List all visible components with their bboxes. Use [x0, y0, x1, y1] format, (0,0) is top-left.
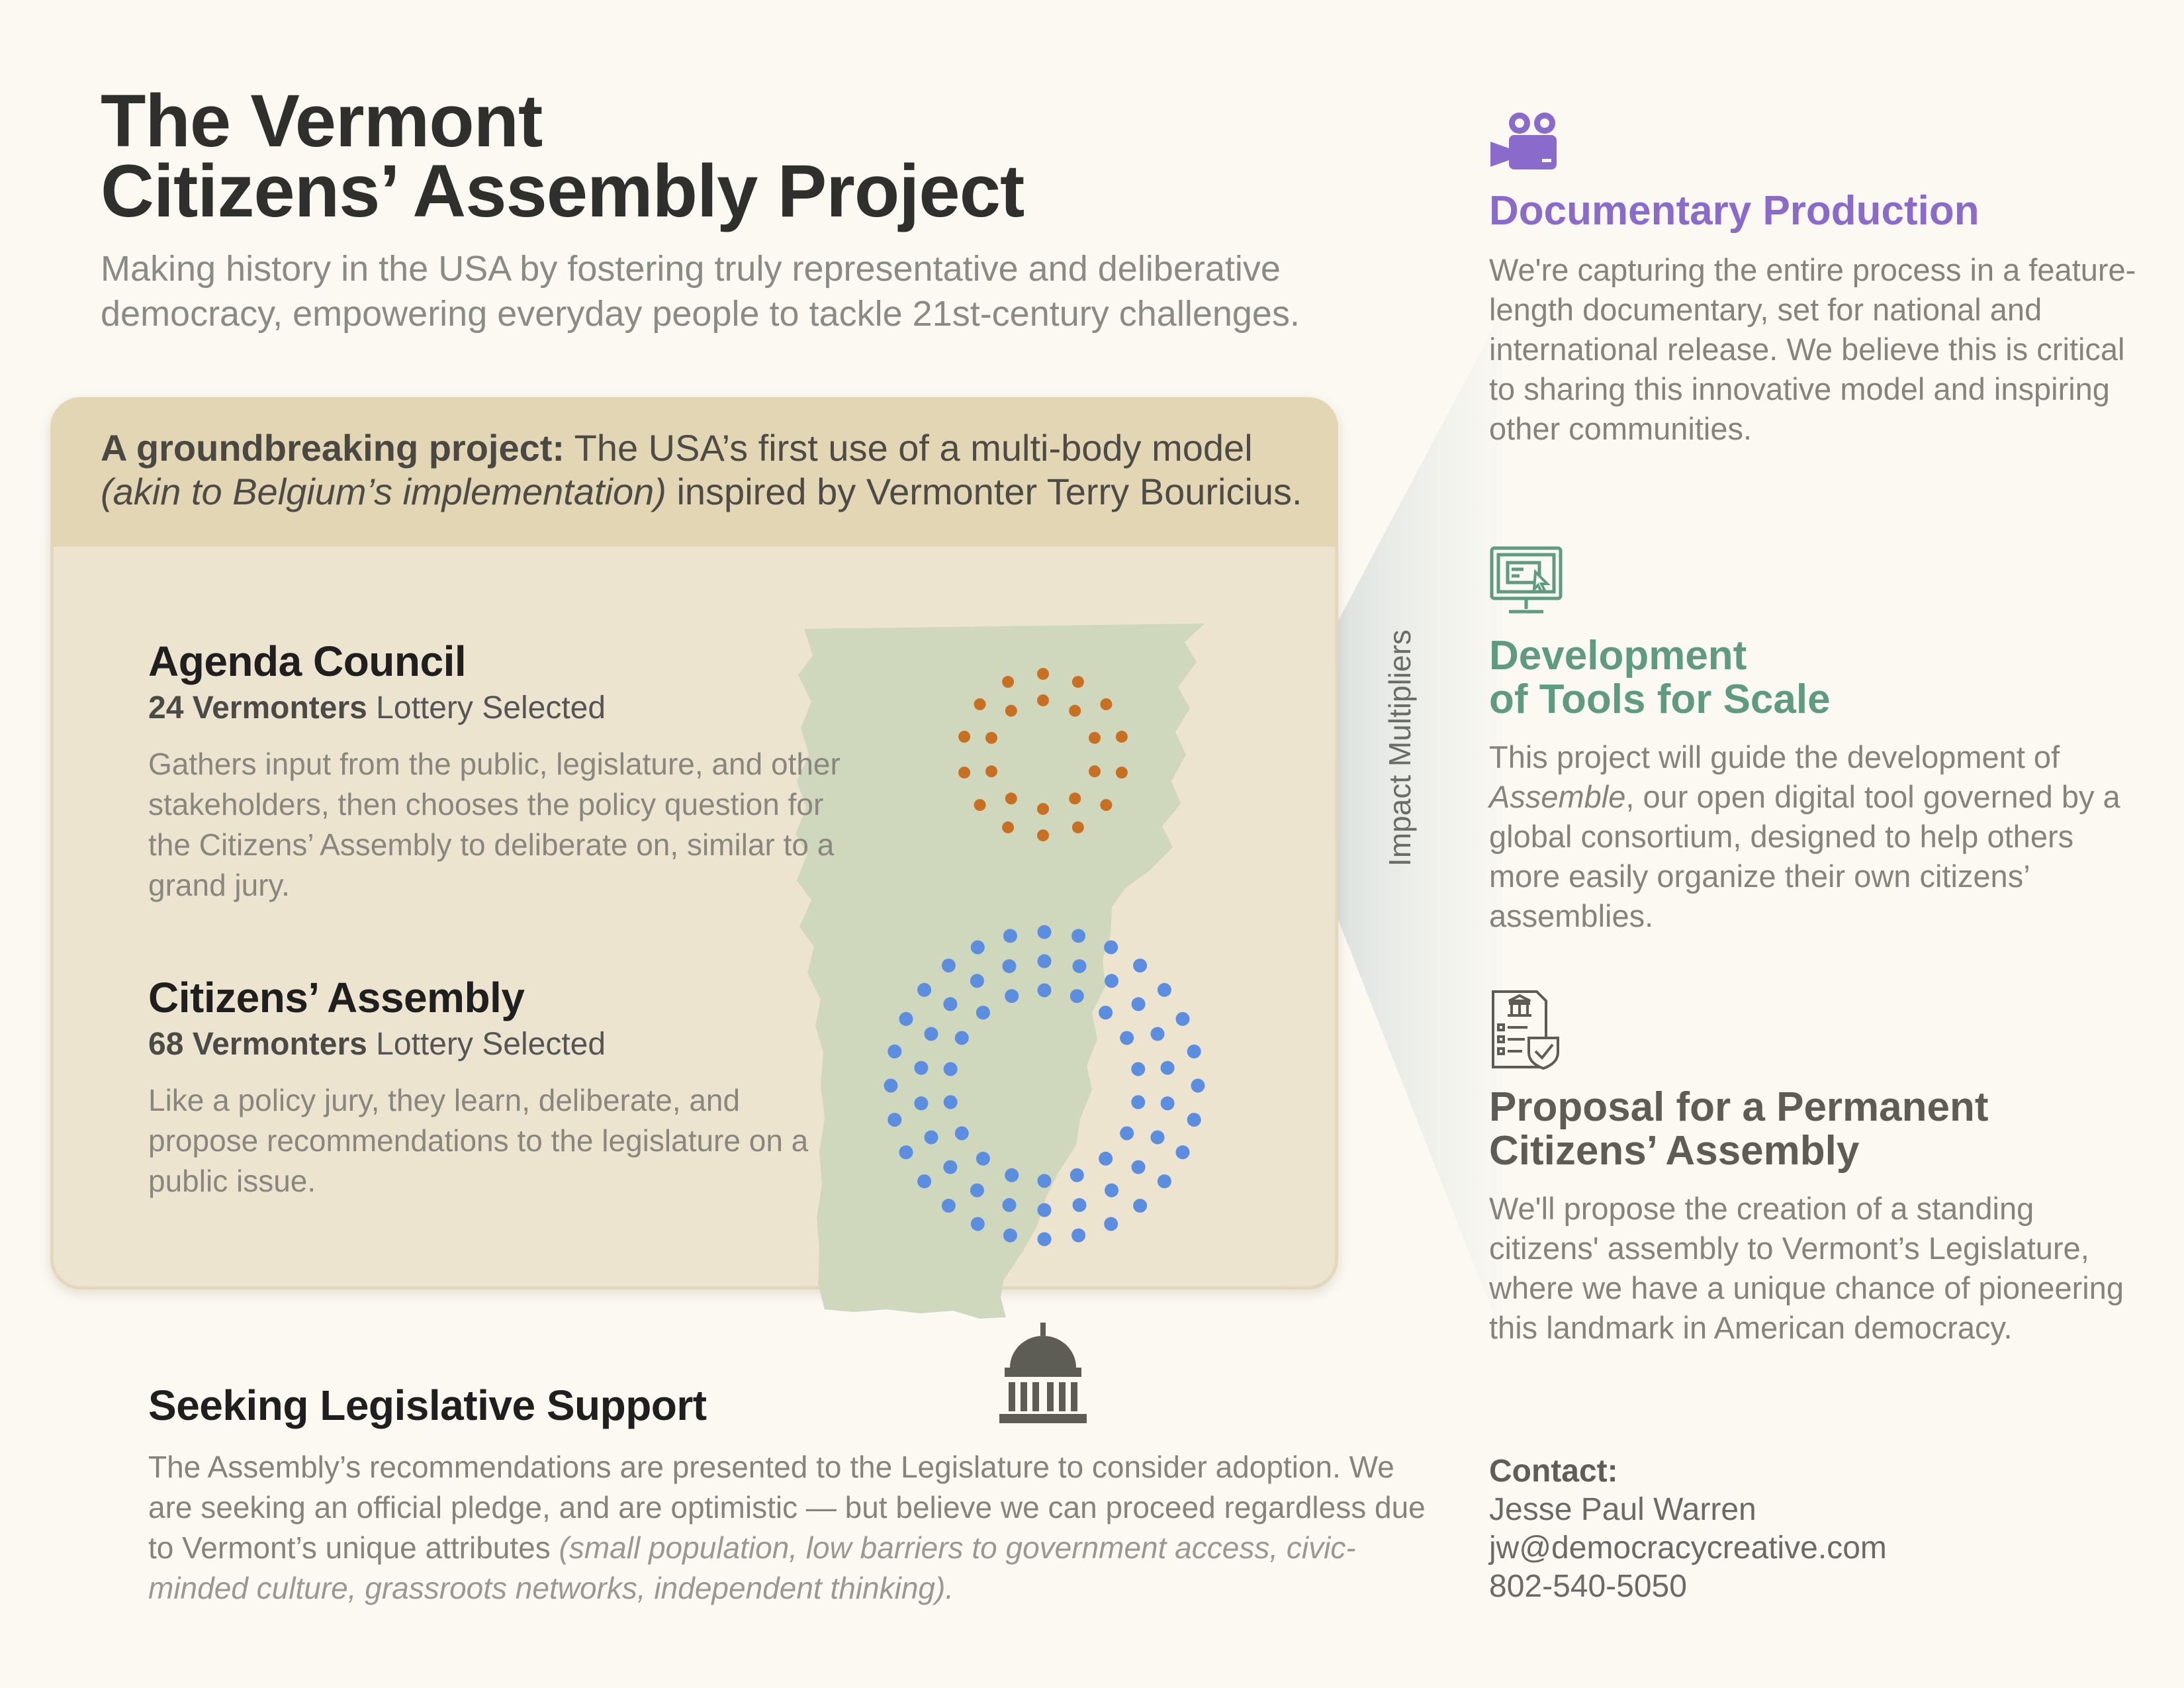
agenda-council-count-number: 24 Vermonters — [148, 690, 367, 726]
agenda-council-seat-dot — [958, 731, 970, 743]
impact-multipliers-text: Impact Multipliers — [1383, 630, 1417, 867]
citizens-assembly-seat-dot — [1105, 1184, 1118, 1197]
agenda-council-seat-dot — [1002, 821, 1014, 833]
agenda-council-seat-dot — [1116, 767, 1128, 778]
capitol-building-icon — [990, 1321, 1096, 1427]
citizens-assembly-count-number: 68 Vermonters — [148, 1027, 367, 1062]
tools-desc-post: , our open digital tool governed by a global consortium, designed to help others more easily organize their own citizens’ assemblies. — [1489, 779, 2120, 933]
page-subtitle: Making history in the USA by fostering truly representative and deliberative democracy, empowering everyday people to tackle 21st-century challenges. — [101, 249, 1300, 334]
agenda-council-seat-dot — [1072, 821, 1084, 833]
intro-lead: A groundbreaking project: — [101, 427, 565, 469]
citizens-assembly-seat-dot — [1131, 1096, 1145, 1109]
citizens-assembly-selection: Lottery Selected — [367, 1027, 606, 1062]
citizens-assembly-seat-dot — [1161, 1061, 1175, 1075]
tools-title-line-2: of Tools for Scale — [1489, 677, 1831, 722]
citizens-assembly-seat-dot — [899, 1145, 913, 1159]
tools-title-line-1: Development — [1489, 633, 1747, 679]
title-line-2: Citizens’ Assembly Project — [101, 150, 1024, 232]
agenda-council-seat-dot — [1037, 668, 1049, 680]
citizens-assembly-seat-dot — [942, 959, 956, 972]
citizens-assembly-seat-dot — [1133, 1199, 1147, 1213]
citizens-assembly-seat-dot — [944, 1062, 958, 1076]
citizens-assembly-seat-dot — [1071, 1229, 1085, 1243]
citizens-assembly-seat-dot — [1099, 1006, 1113, 1019]
citizens-assembly-seat-dot — [1038, 1233, 1052, 1246]
contact-block — [1489, 1452, 1887, 1606]
citizens-assembly-seat-dot — [925, 1027, 938, 1041]
documentary-title: Documentary Production — [1489, 188, 1979, 234]
page-title — [101, 79, 1024, 232]
proposal-title-line-2: Citizens’ Assembly — [1489, 1128, 1860, 1174]
agenda-council-seat-dot — [958, 767, 970, 778]
agenda-council-seat-dot — [1037, 829, 1049, 841]
agenda-council-seat-dot — [1037, 803, 1049, 815]
citizens-assembly-count — [148, 1026, 606, 1062]
contact-label: Contact: — [1489, 1454, 1618, 1489]
agenda-council-seat-dot — [1069, 705, 1081, 717]
tools-desc-pre: This project will guide the development of — [1489, 739, 2060, 774]
agenda-council-description: Gathers input from the public, legislature, and other stakeholders, then chooses the policy question for the Citizens’ Assembly to deliberate on, similar to a grand jury. — [148, 747, 841, 902]
citizens-assembly-seat-dot — [925, 1131, 938, 1145]
citizens-assembly-seat-dot — [914, 1096, 928, 1110]
documentary-description: We're capturing the entire process in a feature-length documentary, set for national and international release. We believe this is critical to sharing this innovative model and inspiring other communities. — [1489, 252, 2136, 446]
citizens-assembly-seat-dot — [917, 983, 931, 997]
citizens-assembly-seat-dot — [1038, 984, 1052, 998]
vermont-map — [781, 616, 1244, 1357]
impact-multipliers-label — [1370, 616, 1430, 880]
agenda-council-seat-dot — [1002, 676, 1014, 688]
citizens-assembly-seat-dot — [971, 1217, 985, 1231]
citizens-assembly-seat-dot — [1120, 1127, 1134, 1141]
citizens-assembly-seat-dot — [1176, 1012, 1190, 1026]
agenda-council-seat-dot — [1089, 732, 1101, 744]
citizens-assembly-seat-dot — [976, 1152, 990, 1166]
agenda-council-seat-dot — [1005, 792, 1017, 804]
agenda-council-seat-dot — [1100, 799, 1112, 811]
citizens-assembly-seat-dot — [914, 1061, 928, 1075]
citizens-assembly-seat-dot — [976, 1006, 990, 1019]
proposal-title-line-1: Proposal for a Permanent — [1489, 1084, 1989, 1130]
citizens-assembly-seat-dot — [1099, 1152, 1113, 1166]
citizens-assembly-seat-dot — [1120, 1031, 1134, 1045]
agenda-council-title: Agenda Council — [148, 637, 467, 685]
citizens-assembly-seat-dot — [1187, 1045, 1201, 1058]
legislative-support-italic: (small population, low barriers to government access, civic-minded culture, grassroots networks, independent thinking). — [148, 1530, 1356, 1605]
citizens-assembly-seat-dot — [884, 1079, 898, 1093]
citizens-assembly-seat-dot — [942, 1199, 956, 1213]
agenda-council-seat-dot — [974, 698, 986, 710]
agenda-council-selection: Lottery Selected — [367, 690, 606, 726]
tools-description — [1489, 737, 2151, 936]
citizens-assembly-seat-dot — [1038, 1174, 1052, 1188]
title-line-1: The Vermont — [101, 79, 543, 162]
citizens-assembly-description: Like a policy jury, they learn, deliberate, and propose recommendations to the legislature on a public issue. — [148, 1083, 809, 1198]
agenda-council-seat-dot — [1037, 694, 1049, 706]
citizens-assembly-seat-dot — [943, 997, 957, 1011]
citizens-assembly-seat-dot — [1105, 974, 1118, 988]
contact-name: Jesse Paul Warren — [1489, 1492, 1756, 1527]
citizens-assembly-seat-dot — [1104, 1217, 1118, 1231]
contact-email[interactable]: jw@democracycreative.com — [1489, 1530, 1887, 1566]
citizens-assembly-seat-dot — [1071, 929, 1085, 943]
citizens-assembly-seat-dot — [887, 1113, 901, 1127]
intro-text-2: inspired by Vermonter Terry Bouricius. — [666, 471, 1302, 512]
citizens-assembly-seat-dot — [1132, 997, 1146, 1011]
agenda-council-seat-dot — [985, 732, 997, 744]
citizens-assembly-seat-dot — [1151, 1131, 1165, 1145]
citizens-assembly-seat-dot — [955, 1031, 969, 1045]
citizens-assembly-seat-dot — [1038, 925, 1052, 939]
tools-desc-italic: Assemble — [1489, 779, 1626, 814]
citizens-assembly-seat-dot — [1151, 1027, 1165, 1041]
citizens-assembly-seat-dot — [1176, 1145, 1190, 1159]
citizens-assembly-seat-dot — [1073, 959, 1087, 973]
citizens-assembly-seat-dot — [944, 1096, 958, 1109]
citizens-assembly-seat-dot — [1003, 959, 1017, 973]
citizens-assembly-seat-dot — [1038, 1203, 1052, 1217]
citizens-assembly-title: Citizens’ Assembly — [148, 974, 525, 1021]
agenda-council-seat-dot — [1089, 765, 1101, 777]
agenda-council-seat-dot — [1069, 792, 1081, 804]
agenda-council-seat-dot — [1072, 676, 1084, 688]
citizens-assembly-seat-dot — [917, 1174, 931, 1188]
agenda-council-seat-dot — [1005, 705, 1017, 717]
citizens-assembly-seat-dot — [1003, 1198, 1017, 1212]
agenda-council-seat-dot — [1116, 731, 1128, 743]
citizens-assembly-seat-dot — [887, 1045, 901, 1058]
intro-italic: (akin to Belgium’s implementation) — [101, 471, 666, 512]
citizens-assembly-seat-dot — [1003, 929, 1017, 943]
citizens-assembly-seat-dot — [1104, 941, 1118, 955]
citizens-assembly-seat-dot — [1073, 1198, 1087, 1212]
citizens-assembly-seat-dot — [1038, 955, 1052, 968]
proposal-title — [1489, 1086, 2151, 1173]
citizens-assembly-seat-dot — [1003, 1229, 1017, 1243]
citizens-assembly-seat-dot — [1070, 1168, 1084, 1182]
contact-phone[interactable]: 802-540-5050 — [1489, 1569, 1687, 1604]
citizens-assembly-seat-dot — [1132, 1160, 1146, 1174]
citizens-assembly-seat-dot — [971, 941, 985, 955]
agenda-council-seat-dot — [974, 799, 986, 811]
agenda-council-seat-dot — [1100, 698, 1112, 710]
citizens-assembly-seat-dot — [1161, 1096, 1175, 1110]
citizens-assembly-seat-dot — [899, 1012, 913, 1026]
citizens-assembly-seat-dot — [970, 974, 984, 988]
citizens-assembly-seat-dot — [1131, 1062, 1145, 1076]
citizens-assembly-seat-dot — [955, 1127, 969, 1141]
citizens-assembly-seat-dot — [1158, 1174, 1171, 1188]
citizens-assembly-seat-dot — [970, 1184, 984, 1197]
citizens-assembly-seat-dot — [1133, 959, 1147, 972]
video-camera-icon — [1489, 110, 1563, 173]
citizens-assembly-seat-dot — [1005, 1168, 1019, 1182]
legislative-document-icon — [1489, 989, 1562, 1072]
computer-monitor-icon — [1489, 545, 1563, 620]
legislative-support-title: Seeking Legislative Support — [148, 1382, 707, 1429]
panel-header — [50, 397, 1338, 547]
agenda-council-count — [148, 690, 606, 726]
citizens-assembly-seat-dot — [943, 1160, 957, 1174]
agenda-council-seat-dot — [985, 765, 997, 777]
citizens-assembly-seat-dot — [1191, 1079, 1205, 1093]
intro-text — [101, 426, 1305, 514]
citizens-assembly-seat-dot — [1070, 989, 1084, 1003]
legislative-support-text: The Assembly’s recommendations are presented to the Legislature to consider adoption. We are seeking an official pledge, and are optimistic — but believe we can proceed regardless due to Vermont’s unique attributes — [148, 1450, 1426, 1565]
tools-title — [1489, 634, 2151, 722]
legislative-support-description — [148, 1447, 1432, 1609]
citizens-assembly-seat-dot — [1158, 983, 1171, 997]
intro-text-1: The USA’s first use of a multi-body model — [565, 427, 1253, 469]
citizens-assembly-seat-dot — [1187, 1113, 1201, 1127]
proposal-description: We'll propose the creation of a standing citizens' assembly to Vermont’s Legislature, where we have a unique chance of pioneering this landmark in American democracy. — [1489, 1191, 2124, 1345]
citizens-assembly-seat-dot — [1005, 989, 1019, 1003]
